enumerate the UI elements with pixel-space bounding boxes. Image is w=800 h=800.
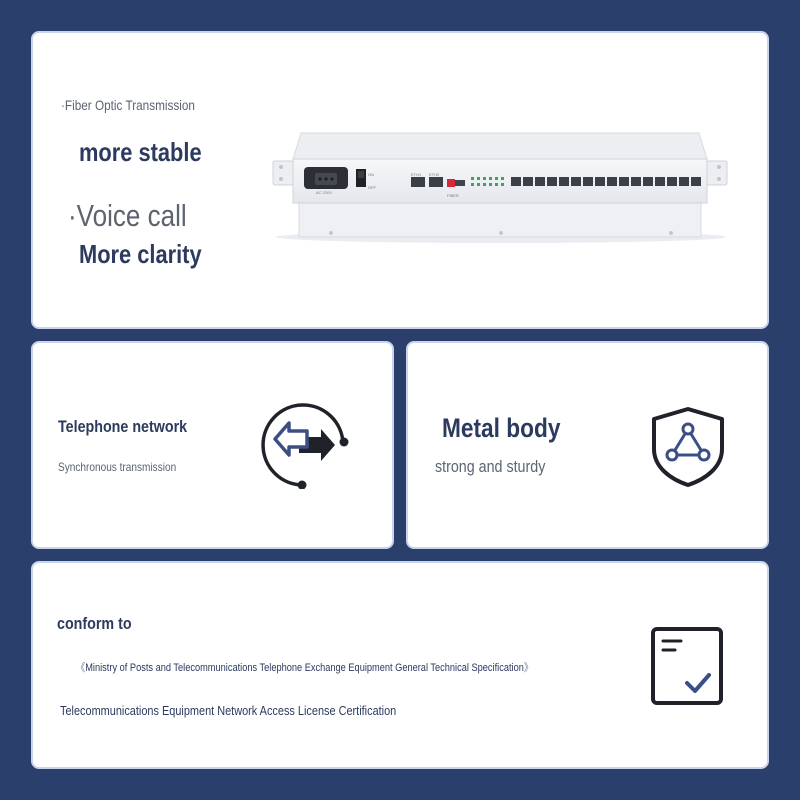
feature-card-metal	[406, 341, 769, 549]
device-label-power: AC 220V	[316, 190, 333, 195]
device-label-eth1: ETH1	[411, 172, 422, 177]
sync-arrows-icon	[259, 401, 353, 489]
tagline-voice: ·Voice call	[68, 198, 187, 233]
feature-card-fiber	[31, 31, 769, 329]
metal-body-caption: strong and sturdy	[435, 457, 546, 476]
device-label-off: OFF	[368, 185, 376, 190]
headline-stable: more stable	[79, 137, 202, 167]
headline-clarity: More clarity	[79, 239, 202, 269]
certification-line: Telecommunications Equipment Network Access License Certification	[60, 703, 397, 718]
device-image	[271, 129, 731, 245]
device-label-eth2: ETH2	[429, 172, 440, 177]
spec-line: 《Ministry of Posts and Telecommunications Telephone Exchange Equipment General Technical Specification》	[76, 662, 534, 674]
conform-title: conform to	[57, 614, 132, 633]
device-label-fiber: FIBER	[447, 193, 459, 198]
device-label-on: ON	[368, 172, 374, 177]
telephone-network-caption: Synchronous transmission	[58, 460, 177, 474]
feature-card-compliance	[31, 561, 769, 769]
tagline-fiber: ·Fiber Optic Transmission	[61, 97, 195, 113]
checklist-document-icon	[649, 625, 725, 707]
shield-triangle-icon	[648, 405, 728, 489]
metal-body-title: Metal body	[442, 413, 561, 443]
feature-card-telephone	[31, 341, 394, 549]
telephone-network-title: Telephone network	[58, 417, 188, 436]
